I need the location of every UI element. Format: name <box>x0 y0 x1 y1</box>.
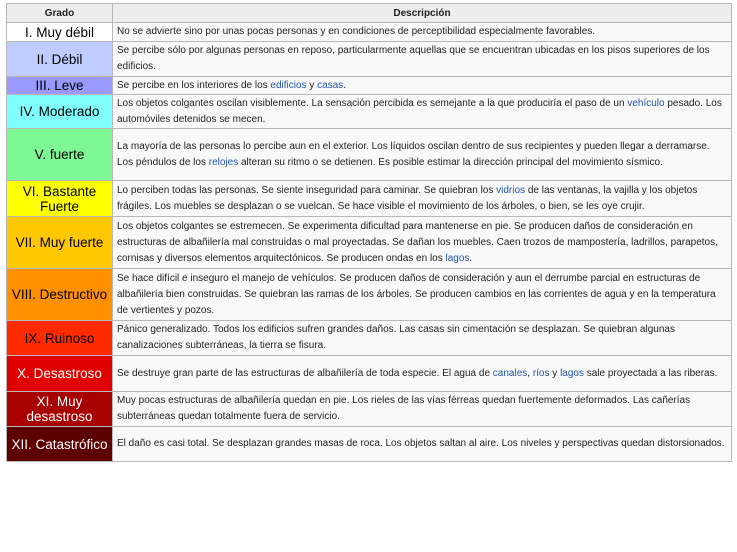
description-cell <box>113 321 732 356</box>
description-cell <box>113 129 732 181</box>
description-text: Los objetos colgantes oscilan visiblemente. La sensación percibida es semejante a la que produciría el paso de un <box>117 97 628 109</box>
grade-cell: X. Desastroso <box>7 356 113 392</box>
table-row <box>7 181 732 217</box>
description-text: No se advierte sino por unas pocas personas y en condiciones de perceptibilidad especialmente favorables. <box>117 26 596 37</box>
description-text: Se percibe sólo por algunas personas en reposo, particularmente aquellas que se encuentran ubicadas en los pisos superiores de los edificios. <box>117 45 710 72</box>
table-row <box>7 129 732 181</box>
description-link[interactable]: lagos <box>560 367 584 379</box>
description-text: Muy pocas estructuras de albañilería quedan en pie. Los rieles de las vías férreas quedan fuertemente deformados. Las cañerías subterráneas quedan totalmente fuera de servicio. <box>117 395 691 422</box>
description-text: y <box>306 79 318 91</box>
grade-cell: VII. Muy fuerte <box>7 217 113 269</box>
description-link[interactable]: lagos <box>445 252 470 264</box>
table-row <box>7 42 732 77</box>
description-text: . <box>469 252 473 264</box>
description-text: La mayoría de las personas lo percibe aun en el exterior. Los líquidos oscilan dentro de sus recipientes y pueden llegar a derramarse. Los péndulos de los <box>117 140 710 168</box>
grade-cell: IV. Moderado <box>7 95 113 129</box>
description-link[interactable]: canales <box>492 367 528 379</box>
description-cell <box>113 77 732 95</box>
grade-cell: II. Débil <box>7 42 113 77</box>
table-row <box>7 217 732 269</box>
description-cell <box>113 217 732 269</box>
description-text: , <box>527 367 533 379</box>
grade-cell: I. Muy débil <box>7 23 113 42</box>
grade-cell: IX. Ruinoso <box>7 321 113 356</box>
grade-column-header: Grado <box>7 4 113 23</box>
description-text: Los objetos colgantes se estremecen. Se experimenta dificultad para mantenerse en pie. Se producen daños de consideración en estructuras de albañilería mal construidas o mal proyectadas. Se dañan los muebles. Caen trozos de mampostería, ladrillos, parapetos, cornisas y diversos elementos arquitectónicos. Se producen ondas en los <box>117 220 718 264</box>
description-link[interactable]: edificios <box>270 79 307 91</box>
grade-cell: V. fuerte <box>7 129 113 181</box>
grade-cell: III. Leve <box>7 77 113 95</box>
description-link[interactable]: ríos <box>532 367 550 379</box>
table-row <box>7 356 732 392</box>
description-cell <box>113 392 732 427</box>
table-row <box>7 95 732 129</box>
description-text: Lo perciben todas las personas. Se siente inseguridad para caminar. Se quiebran los <box>117 184 497 196</box>
description-text: y <box>549 367 561 379</box>
table-row <box>7 427 732 462</box>
description-link[interactable]: casas <box>317 79 344 91</box>
description-cell <box>113 269 732 321</box>
description-link[interactable]: relojes <box>208 156 239 168</box>
table-header-row <box>7 4 732 23</box>
description-cell <box>113 356 732 392</box>
description-cell <box>113 42 732 77</box>
description-link[interactable]: vidrios <box>496 184 526 196</box>
table-row <box>7 321 732 356</box>
description-column-header: Descripción <box>113 4 732 23</box>
description-text: Se hace difícil e inseguro el manejo de vehículos. Se producen daños de consideración y aun el derrumbe parcial en estructuras de albañilería bien construidas. Se quiebran las ramas de los árboles. Se producen cambios en las corrientes de agua y en la temperatura de vertientes y pozos. <box>117 272 716 316</box>
table-row <box>7 269 732 321</box>
grade-cell: VIII. Destructivo <box>7 269 113 321</box>
description-link[interactable]: vehículo <box>627 97 665 109</box>
table-row <box>7 77 732 95</box>
description-cell <box>113 427 732 462</box>
table-row <box>7 392 732 427</box>
description-cell <box>113 181 732 217</box>
description-text: alteran su ritmo o se detienen. Es posible estimar la dirección principal del movimiento sísmico. <box>238 156 663 168</box>
grade-cell: XI. Muy desastroso <box>7 392 113 427</box>
grade-cell: XII. Catastrófico <box>7 427 113 462</box>
table-row <box>7 23 732 42</box>
grade-cell: VI. Bastante Fuerte <box>7 181 113 217</box>
description-text: Se percibe en los interiores de los <box>117 79 271 91</box>
description-cell <box>113 23 732 42</box>
description-text: pesado. Los automóviles detenidos se mecen. <box>117 97 722 125</box>
intensity-scale-table <box>6 3 732 462</box>
description-cell <box>113 95 732 129</box>
description-text: sale proyectada a las riberas. <box>583 367 718 379</box>
description-text: Pánico generalizado. Todos los edificios sufren grandes daños. Las casas sin cimentación se desplazan. Se quiebran algunas canalizaciones subterráneas, la tierra se fisura. <box>117 324 675 351</box>
description-text: de las ventanas, la vajilla y los objetos frágiles. Los muebles se desplazan o se vuelcan. Se hace visible el movimiento de los árboles, o bien, se les oye crujir. <box>117 184 698 212</box>
description-text: . <box>343 79 347 91</box>
description-text: El daño es casi total. Se desplazan grandes masas de roca. Los objetos saltan al aire. Los niveles y perspectivas quedan distorsionados. <box>117 438 725 449</box>
description-text: Se destruye gran parte de las estructuras de albañilería de toda especie. El agua de <box>117 367 493 379</box>
